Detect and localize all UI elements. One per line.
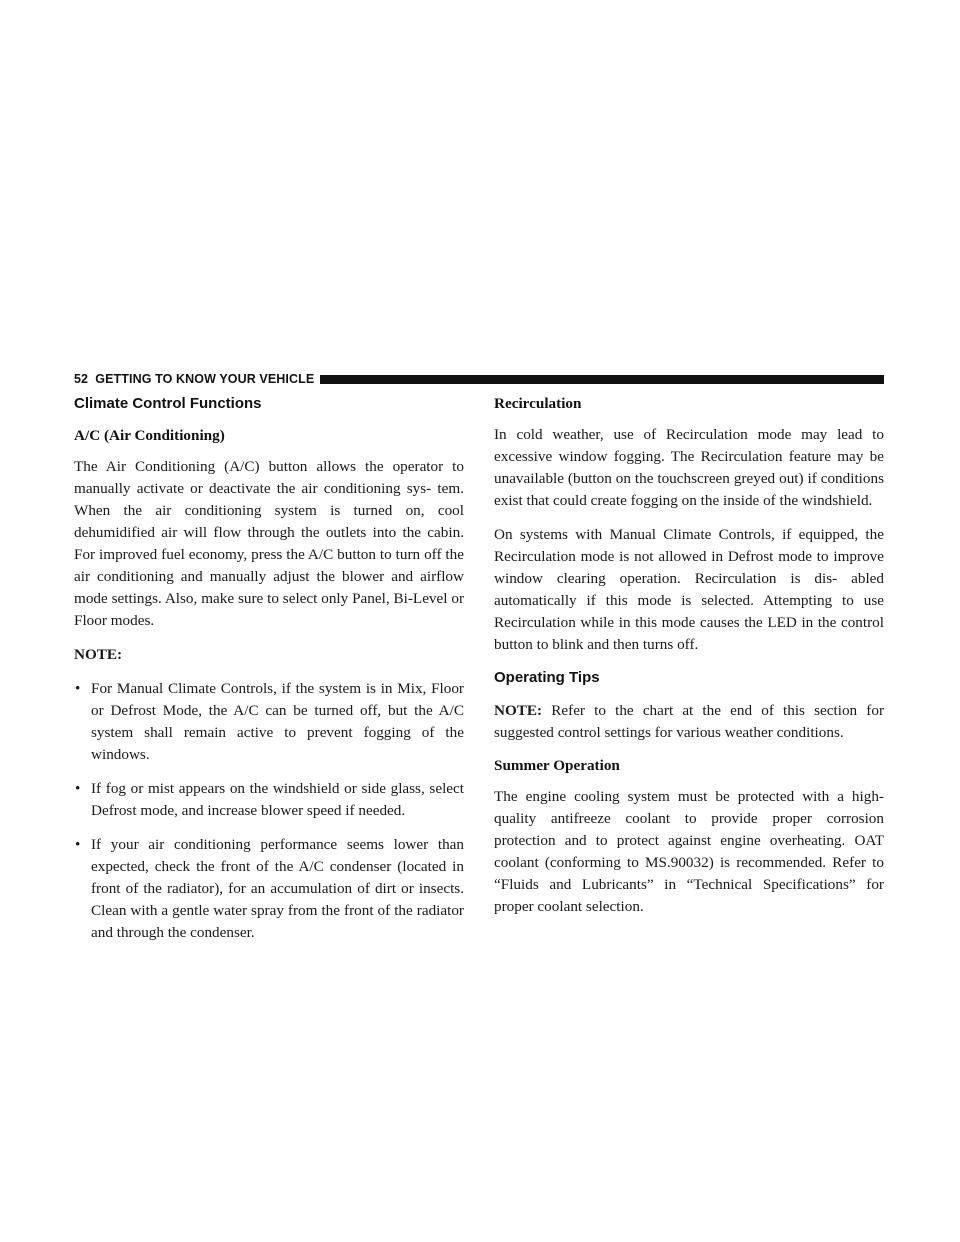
operating-tips-note: [494, 700, 884, 744]
list-item: [74, 834, 464, 944]
ac-paragraph: The Air Conditioning (A/C) button allows the operator to manually activate or deactivate the air conditioning sys- tem. When the air conditioning system is turned on, cool dehumidified air will flow through the outlets into the cabin. For improved fuel economy, press the A/C button to turn off the air conditioning and manually adjust the blower and airflow mode settings. Also, make sure to select only Panel, Bi-Level or Floor modes.: [74, 458, 464, 629]
section-title: GETTING TO KNOW YOUR VEHICLE: [95, 372, 315, 386]
bullet-text: For Manual Climate Controls, if the system is in Mix, Floor or Defrost Mode, the A/C can be turned off, but the A/C system shall remain active to prevent fogging of the windows.: [91, 680, 464, 763]
operating-tips-heading: Operating Tips: [494, 669, 600, 686]
recirculation-paragraph-1: In cold weather, use of Recirculation mode may lead to excessive window fogging. The Recirculation feature may be unavailable (button on the touchscreen greyed out) if conditions exist that could create fogging on the inside of the windshield.: [494, 426, 884, 509]
page-header: [74, 371, 884, 387]
bullet-marker: •: [75, 836, 81, 853]
page-number: 52: [74, 372, 89, 386]
summer-operation-paragraph: The engine cooling system must be protected with a high-quality antifreeze coolant to provide proper corrosion protection and to protect against engine overheating. OAT coolant (conforming to MS.90032) is recommended. Refer to “Fluids and Lubricants” in “Technical Specifications” for proper coolant selection.: [494, 788, 884, 915]
recirculation-subheading: Recirculation: [494, 395, 582, 412]
bullet-text: If fog or mist appears on the windshield or side glass, select Defrost mode, and increase blower speed if needed.: [91, 780, 464, 819]
bullet-marker: •: [75, 780, 81, 797]
page-header-text: [74, 372, 314, 386]
tips-note-label: NOTE:: [494, 702, 543, 719]
tips-note-text: Refer to the chart at the end of this section for suggested control settings for various weather conditions.: [494, 702, 884, 741]
ac-subheading: A/C (Air Conditioning): [74, 427, 225, 444]
recirculation-paragraph-2: On systems with Manual Climate Controls, if equipped, the Recirculation mode is not allowed in Defrost mode to improve window clearing operation. Recirculation is dis- abled automatically if this mode is selected. Attempting to use Recirculation while in this mode causes the LED in the control button to blink and then turns off.: [494, 526, 884, 653]
right-column: [494, 394, 884, 930]
list-item: [74, 778, 464, 822]
bullet-marker: •: [75, 680, 81, 697]
list-item: [74, 678, 464, 766]
bullet-text: If your air conditioning performance seems lower than expected, check the front of the A/C condenser (located in front of the radiator), for an accumulation of dirt or insects. Clean with a gentle water spray from the front of the radiator and through the condenser.: [91, 836, 464, 941]
header-rule: [320, 375, 884, 384]
note-bullet-list: [74, 678, 464, 944]
note-label: NOTE:: [74, 646, 123, 663]
climate-control-heading: Climate Control Functions: [74, 395, 262, 412]
left-column: [74, 394, 464, 956]
summer-operation-subheading: Summer Operation: [494, 757, 620, 774]
